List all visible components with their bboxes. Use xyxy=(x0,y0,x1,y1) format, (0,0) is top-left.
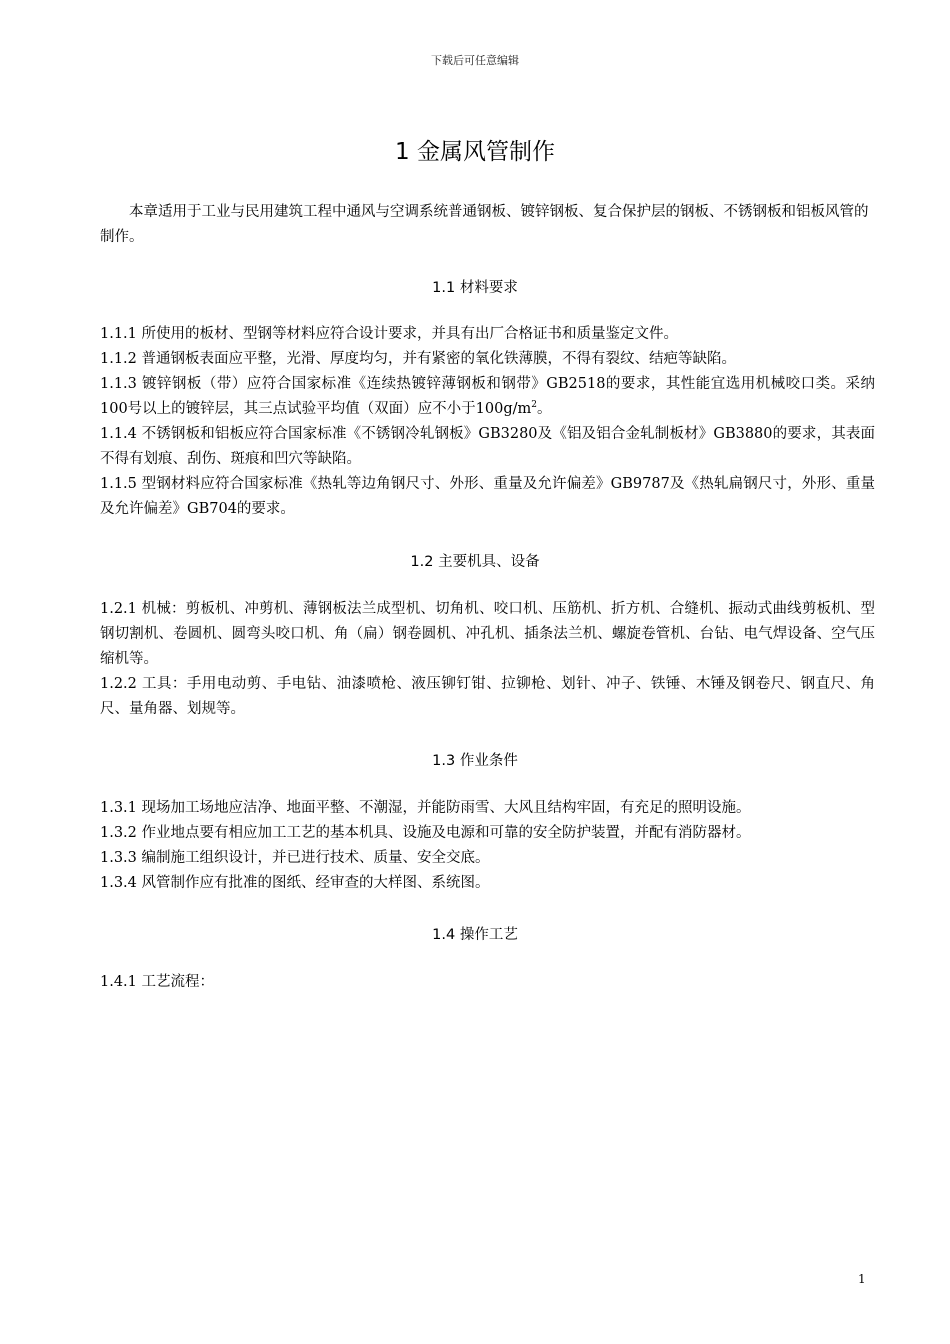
clause-1-1-1: 1.1.1 所使用的板材、型钢等材料应符合设计要求，并具有出厂合格证书和质量鉴定文件。 xyxy=(100,326,678,342)
section-body-materials xyxy=(100,322,875,522)
section-heading-conditions: 1.3 作业条件 xyxy=(432,753,518,769)
clause-1-1-5: 1.1.5 型钢材料应符合国家标准《热轧等边角钢尺寸、外形、重量及允许偏差》GB9787及《热轧扁钢尺寸，外形、重量及允许偏差》GB704的要求。 xyxy=(100,476,875,517)
clause-1-3-4: 1.3.4 风管制作应有批准的图纸、经审查的大样图、系统图。 xyxy=(100,875,490,891)
clause-1-3-1: 1.3.1 现场加工场地应洁净、地面平整、不潮湿，并能防雨雪、大风且结构牢固，有充足的照明设施。 xyxy=(100,800,751,816)
section-body-process xyxy=(100,970,875,995)
superscript-2: 2 xyxy=(531,400,538,411)
clause-1-4-1: 1.4.1 工艺流程： xyxy=(100,974,215,990)
clause-1-1-3 xyxy=(100,372,875,422)
section-body-equipment xyxy=(100,597,875,722)
section-heading-process: 1.4 操作工艺 xyxy=(432,927,518,943)
section-heading-materials: 1.1 材料要求 xyxy=(432,280,518,296)
section-heading-equipment: 1.2 主要机具、设备 xyxy=(410,554,540,570)
section-body-conditions xyxy=(100,796,875,896)
clause-1-1-2: 1.1.2 普通钢板表面应平整，光滑、厚度均匀，并有紧密的氧化铁薄膜，不得有裂纹、结疤等缺陷。 xyxy=(100,351,736,367)
clause-1-1-3-text: 1.1.3 镀锌钢板（带）应符合国家标准《连续热镀锌薄钢板和钢带》GB2518的要求，其性能宜选用机械咬口类。采纳100号以上的镀锌层，其三点试验平均值（双面）应不小于100g/m xyxy=(100,376,875,417)
chapter-title: 1 金属风管制作 xyxy=(395,139,555,165)
clause-1-1-3-tail: 。 xyxy=(537,401,552,417)
clause-1-1-4: 1.1.4 不锈钢板和铝板应符合国家标准《不锈钢冷轧钢板》GB3280及《铝及铝合金轧制板材》GB3880的要求，其表面不得有划痕、刮伤、斑痕和凹穴等缺陷。 xyxy=(100,426,875,467)
page-number: 1 xyxy=(858,1272,866,1286)
intro-paragraph: 本章适用于工业与民用建筑工程中通风与空调系统普通钢板、镀锌钢板、复合保护层的钢板、不锈钢板和铝板风管的制作。 xyxy=(100,204,869,245)
clause-1-3-2: 1.3.2 作业地点要有相应加工工艺的基本机具、设施及电源和可靠的安全防护装置，并配有消防器材。 xyxy=(100,825,751,841)
clause-1-3-3: 1.3.3 编制施工组织设计，并已进行技术、质量、安全交底。 xyxy=(100,850,490,866)
clause-1-2-2: 1.2.2 工具：手用电动剪、手电钻、油漆喷枪、液压铆钉钳、拉铆枪、划针、冲子、铁锤、木锤及钢卷尺、钢直尺、角尺、量角器、划规等。 xyxy=(100,676,875,717)
page-header: 下载后可任意编辑 xyxy=(431,54,519,67)
clause-1-2-1: 1.2.1 机械：剪板机、冲剪机、薄钢板法兰成型机、切角机、咬口机、压筋机、折方机、合缝机、振动式曲线剪板机、型钢切割机、卷圆机、圆弯头咬口机、角（扁）钢卷圆机、冲孔机、插条法兰机、螺旋卷管机、台钻、电气焊设备、空气压缩机等。 xyxy=(100,601,875,667)
